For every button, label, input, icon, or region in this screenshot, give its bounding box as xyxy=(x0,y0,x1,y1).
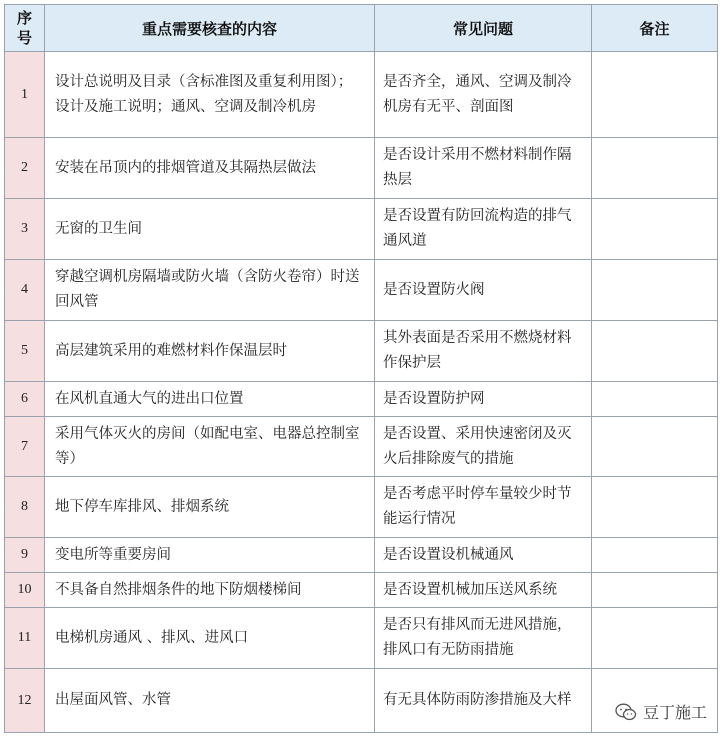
table-row xyxy=(5,608,718,669)
header-item: 重点需要核查的内容 xyxy=(45,5,375,52)
header-issue: 常见问题 xyxy=(375,5,592,52)
row-number: 8 xyxy=(5,477,45,538)
row-number: 4 xyxy=(5,260,45,321)
common-issue: 有无具体防雨防渗措施及大样 xyxy=(375,669,592,733)
check-item: 采用气体灭火的房间（如配电室、电器总控制室等） xyxy=(45,417,375,477)
table-row xyxy=(5,382,718,417)
common-issue: 是否设计采用不燃材料制作隔热层 xyxy=(375,138,592,199)
table-row xyxy=(5,669,718,733)
check-item: 无窗的卫生间 xyxy=(45,199,375,260)
row-number: 12 xyxy=(5,669,45,733)
table-row xyxy=(5,477,718,538)
wechat-icon xyxy=(615,703,637,721)
common-issue: 是否设置防火阀 xyxy=(375,260,592,321)
remark xyxy=(592,138,718,199)
row-number: 5 xyxy=(5,321,45,382)
check-item: 变电所等重要房间 xyxy=(45,538,375,573)
source-watermark xyxy=(613,700,709,723)
remark xyxy=(592,608,718,669)
remark xyxy=(592,477,718,538)
header-no-text: 序 号 xyxy=(16,9,32,47)
remark xyxy=(592,260,718,321)
remark xyxy=(592,538,718,573)
check-item: 设计总说明及目录（含标准图及重复利用图）；设计及施工说明；通风、空调及制冷机房 xyxy=(45,52,375,138)
common-issue: 是否齐全，通风、空调及制冷机房有无平、剖面图 xyxy=(375,52,592,138)
review-checklist-table xyxy=(4,4,718,733)
check-item: 安装在吊顶内的排烟管道及其隔热层做法 xyxy=(45,138,375,199)
table-header-row xyxy=(5,5,718,52)
common-issue: 是否考虑平时停车量较少时节能运行情况 xyxy=(375,477,592,538)
row-number: 10 xyxy=(5,573,45,608)
row-number: 3 xyxy=(5,199,45,260)
check-item: 出屋面风管、水管 xyxy=(45,669,375,733)
remark xyxy=(592,199,718,260)
row-number: 6 xyxy=(5,382,45,417)
check-item: 电梯机房通风 、排风、进风口 xyxy=(45,608,375,669)
check-item: 高层建筑采用的难燃材料作保温层时 xyxy=(45,321,375,382)
common-issue: 是否设置、采用快速密闭及灭火后排除废气的措施 xyxy=(375,417,592,477)
table-row xyxy=(5,52,718,138)
table-row xyxy=(5,260,718,321)
remark xyxy=(592,321,718,382)
row-number: 7 xyxy=(5,417,45,477)
check-item: 穿越空调机房隔墙或防火墙（含防火卷帘）时送回风管 xyxy=(45,260,375,321)
row-number: 2 xyxy=(5,138,45,199)
common-issue: 是否设置防护网 xyxy=(375,382,592,417)
table-header xyxy=(5,5,718,52)
table-row xyxy=(5,199,718,260)
check-item: 在风机直通大气的进出口位置 xyxy=(45,382,375,417)
common-issue: 其外表面是否采用不燃烧材料作保护层 xyxy=(375,321,592,382)
table-row xyxy=(5,573,718,608)
watermark-text: 豆丁施工 xyxy=(642,703,707,722)
table-row xyxy=(5,321,718,382)
common-issue: 是否设置有防回流构造的排气通风道 xyxy=(375,199,592,260)
table-body xyxy=(5,52,718,733)
remark xyxy=(592,573,718,608)
check-item: 不具备自然排烟条件的地下防烟楼梯间 xyxy=(45,573,375,608)
table-row xyxy=(5,138,718,199)
header-note: 备注 xyxy=(592,5,718,52)
common-issue: 是否设置机械加压送风系统 xyxy=(375,573,592,608)
common-issue: 是否只有排风而无进风措施，排风口有无防雨措施 xyxy=(375,608,592,669)
header-no xyxy=(5,5,45,52)
common-issue: 是否设置设机械通风 xyxy=(375,538,592,573)
row-number: 9 xyxy=(5,538,45,573)
table-row xyxy=(5,538,718,573)
remark xyxy=(592,52,718,138)
check-item: 地下停车库排风、排烟系统 xyxy=(45,477,375,538)
remark xyxy=(592,417,718,477)
remark xyxy=(592,382,718,417)
row-number: 1 xyxy=(5,52,45,138)
row-number: 11 xyxy=(5,608,45,669)
table-row xyxy=(5,417,718,477)
